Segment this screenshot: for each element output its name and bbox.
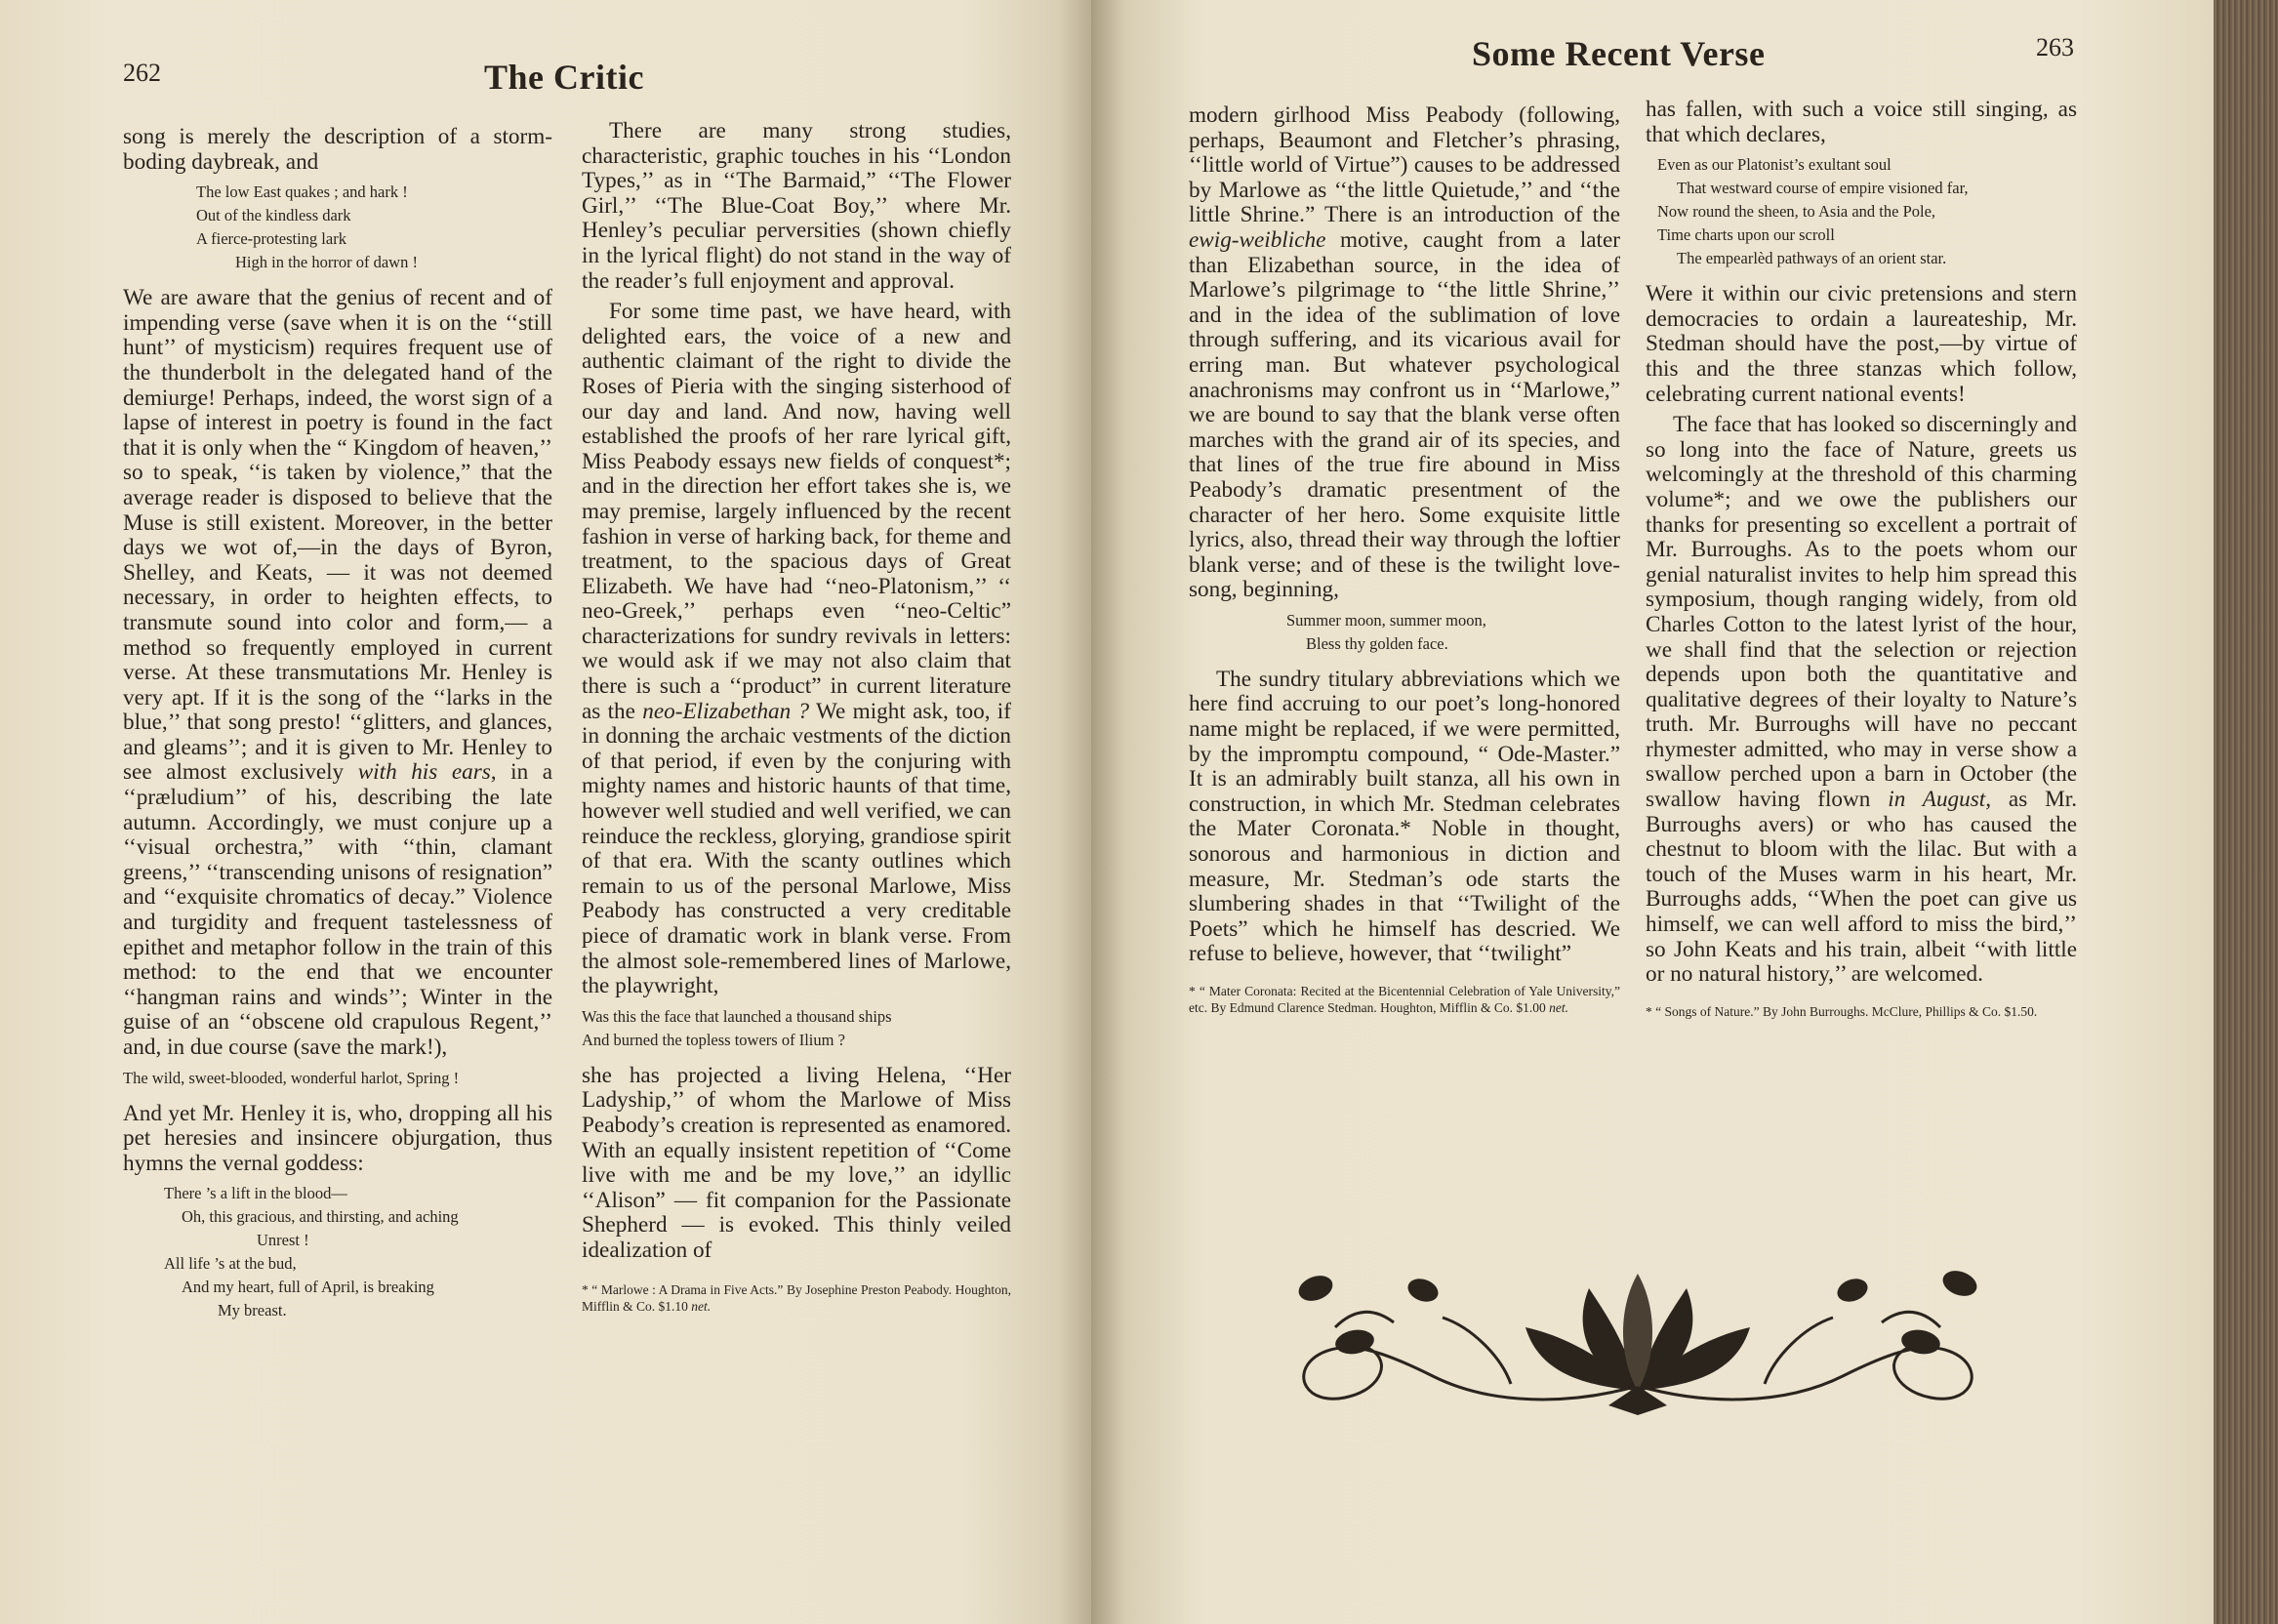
text-run: We might ask, too, if in donning the archaic vestments of the diction of that period, if even by the conjuring with mighty names and historic haunts of that time, however well studied and well verified, we can reinduce the reckless, glorying, grandiose spirit of that era. With the scanty outlines which remain to us of the personal Marlowe, Miss Peabody has constructed a very creditable piece of dramatic work in blank verse. From the almost sole-remembered lines of Marlowe, the playwright, [582, 698, 1011, 999]
paragraph: she has projected a living Helena, ‘‘Her Ladyship,’’ of whom the Marlowe of Miss Peabody’s creation is represented as enamored. With an equally insistent repetition of ‘‘Come live with me and be my love,’’ an idyllic ‘‘Alison” — fit companion for the Passionate Shepherd — is evoked. This thinly veiled idealization of [582, 1062, 1011, 1263]
italic-text: ewig-weibliche [1189, 226, 1326, 253]
footnote [582, 1281, 1011, 1315]
verse-line: And burned the topless towers of Ilium ? [582, 1030, 845, 1049]
verse-block [1286, 609, 1620, 656]
footnote-text: * “ Mater Coronata: Recited at the Bicentennial Celebration of Yale University,” etc. By Edmund Clarence Stedman. Houghton, Mifflin & Co. $1.00 [1189, 984, 1620, 1015]
footnote [1189, 983, 1620, 1016]
running-head-left: The Critic [484, 58, 644, 97]
italic-text: net. [1549, 1000, 1568, 1015]
paragraph: And yet Mr. Henley it is, who, dropping all his pet heresies and insincere objurgation, thus hymns the vernal goddess: [123, 1100, 552, 1176]
verse-line: A fierce-protesting lark [196, 229, 346, 249]
italic-text: with his ears, [357, 759, 497, 786]
running-head-right: Some Recent Verse [1472, 34, 1766, 73]
text-run: The face that has looked so discerningly and so long into the face of Nature, greets us welcomingly at the threshold of this charming volume*; and we owe the publishers our thanks for presenting so excellent a portrait of Mr. Burroughs. As to the poets whom our genial naturalist invites to help him spread this symposium, though ranging widely, from old Charles Cotton to the latest lyrist of the hour, we shall find that the selection or rejection depends upon both the quantitative and qualitative degrees of their loyalty to Nature’s truth. Mr. Burroughs will have no peccant rhymester admitted, who may in verse show a swallow perched upon a barn in October (the swallow having flown [1646, 412, 2077, 813]
paragraph: The sundry titulary abbreviations which we here find accruing to our poet’s long-honored name might be replaced, if we were permitted, by the impromptu compound, “ Ode-Master.” It is an admirably built stanza, all his own in construction, in which Mr. Stedman celebrates the Mater Coronata.* Noble in thought, sonorous and harmonious in diction and measure, Mr. Stedman’s ode starts the slumbering shades in that ‘‘Twilight of the Poets” which he himself has descried. We refuse to believe, however, that ‘‘twilight” [1189, 666, 1620, 967]
verse-line: Bless thy golden face. [1306, 633, 1448, 653]
verse-line: Unrest ! [257, 1231, 309, 1250]
verse-line: All life ’s at the bud, [164, 1254, 297, 1274]
book-edge [2214, 0, 2278, 1624]
page-number-left: 262 [123, 59, 161, 87]
italic-text: neo-Elizabethan ? [642, 698, 810, 724]
paragraph [123, 286, 552, 1060]
paragraph: song is merely the description of a storm-boding daybreak, and [123, 124, 552, 175]
page-number-right: 263 [2036, 33, 2074, 61]
right-column-2 [1646, 98, 2077, 1020]
verse-block [196, 181, 552, 274]
verse-line: Was this the face that launched a thousand ships [582, 1006, 892, 1026]
verse-line: My breast. [218, 1301, 287, 1320]
verse-line: Time charts upon our scroll [1657, 225, 1835, 245]
text-run: motive, caught from a later than Elizabethan source, in the idea of Marlowe’s pilgrimage to ‘‘the little Shrine,’’ and in the idea of the sublimation of love through suffering, and its vicarious avail for erring man. But whatever psychological anachronisms may confront us in ‘‘Marlowe,” we are bound to say that the blank verse often marches with the grand air of its species, and that lines of the true fire abound in Miss Peabody’s dramatic presentment of the character of her hero. Some exquisite little lyrics, also, thread their way through the loftier blank verse; and of these is the twilight love-song, beginning, [1189, 226, 1621, 603]
verse-line: Now round the sheen, to Asia and the Pole, [1657, 202, 1936, 222]
paragraph [1646, 413, 2077, 988]
text-run: We are aware that the genius of recent and of impending verse (save when it is on the ‘‘still hunt’’ of mysticism) requires frequent use of the thunderbolt in the delegated hand of the demiurge! Perhaps, indeed, the worst sign of a lapse of interest in poetry is found in the fact that it is only when the “ Kingdom of heaven,’’ so to speak, ‘‘is taken by violence,” that the average reader is disposed to believe that the Muse is still existent. Moreover, in the better days we wot of,—in the days of Byron, Shelley, and Keats, — it was not deemed necessary, in order to heighten effects, to transmute sound into color and form,— a method so frequently employed in current verse. At these transmutations Mr. Henley is very apt. If it is the song of the ‘‘larks in the blue,’’ that song presto! ‘‘glitters, and glances, and gleams’’; and it is given to Mr. Henley to see almost exclusively [123, 285, 552, 786]
floral-ornament-icon [1277, 1269, 1999, 1415]
left-column-1 [123, 125, 552, 1334]
footnote: * “ Songs of Nature.” By John Burroughs. McClure, Phillips & Co. $1.50. [1646, 1003, 2038, 1019]
left-column-2 [582, 119, 1011, 1315]
verse-line: Even as our Platonist’s exultant soul [1657, 155, 1892, 175]
verse-block [582, 1005, 1011, 1052]
paragraph [582, 300, 1011, 999]
right-page [1091, 0, 2214, 1624]
footnote-text: * “ Marlowe : A Drama in Five Acts.” By Josephine Preston Peabody. Houghton, Mifflin & Co. $1.10 [582, 1281, 1011, 1314]
verse-block [123, 1067, 552, 1090]
verse-block [164, 1182, 552, 1322]
verse-line: High in the horror of dawn ! [235, 253, 418, 272]
verse-line: Out of the kindless dark [196, 206, 351, 225]
italic-text: in August, [1888, 787, 1991, 813]
verse-line: Oh, this gracious, and thirsting, and aching [182, 1207, 459, 1227]
paragraph: Were it within our civic pretensions and stern democracies to ordain a laureateship, Mr. Stedman should have the post,—by virtue of this and the three stanzas which follow, celebrating current national events! [1646, 281, 2077, 407]
text-run: as Mr. Burroughs avers) or who has caused the chestnut to bloom with the lilac. But with a touch of the Muses warm in his heart, Mr. Burroughs adds, ‘‘When the poet can give us himself, we can well afford to miss the bird,’’ so John Keats and his train, albeit ‘‘with little or no natural history,’’ are welcomed. [1646, 787, 2078, 988]
italic-text: net. [691, 1298, 712, 1314]
paragraph: has fallen, with such a voice still singing, as that which declares, [1646, 97, 2077, 147]
verse-line: Summer moon, summer moon, [1286, 610, 1486, 629]
verse-line: The low East quakes ; and hark ! [196, 183, 408, 202]
left-page [0, 0, 1091, 1624]
text-run: modern girlhood Miss Peabody (following, perhaps, Beaumont and Fletcher’s phrasing, ‘‘little world of Virtue”) causes to be addressed by Marlowe as ‘‘the little Quietude,’’ and ‘‘the little Shrine.” There is an introduction of the [1189, 102, 1620, 228]
right-column-1 [1189, 103, 1620, 1016]
verse-block [1657, 153, 2077, 270]
verse-line: The wild, sweet-blooded, wonderful harlot, Spring ! [123, 1068, 460, 1087]
text-run: in a ‘‘præludium’’ of his, describing the late autumn. Accordingly, we must conjure up a ‘‘visual orchestra,” with ‘‘thin, clamant greens,’’ ‘‘transcending unisons of resignation” and ‘‘exquisite chromatics of decay.” Violence and turgidity and frequent tastelessness of epithet and metaphor follow in the train of this method: to the end that we encounter ‘‘hangman rains and winds’’; Winter in the guise of an ‘‘obscene old crapulous Regent,’’ and, in due course (save the mark!), [123, 759, 553, 1060]
paragraph: There are many strong studies, characteristic, graphic touches in his ‘‘London Types,’’ as in ‘‘The Barmaid,” ‘‘The Flower Girl,’’ ‘‘The Blue-Coat Boy,’’ where Mr. Henley’s peculiar perversities (shown chiefly in the lyrical flight) do not stand in the way of the reader’s full enjoyment and approval. [582, 118, 1011, 294]
verse-line: And my heart, full of April, is breaking [182, 1278, 434, 1297]
verse-line: There ’s a lift in the blood— [164, 1184, 347, 1203]
paragraph [1189, 103, 1620, 603]
text-run: For some time past, we have heard, with delighted ears, the voice of a new and authentic claimant of the right to divide the Roses of Pieria with the singing sisterhood of our day and land. And now, having well established the proofs of her rare lyrical gift, Miss Peabody essays new fields of conquest*; and in the direction her effort takes she is, we may premise, largely influenced by the recent fashion in verse of harking back, for theme and treatment, to the spacious days of Great Elizabeth. We have had ‘‘neo-Platonism,’’ ‘‘ neo-Greek,’’ perhaps even ‘‘neo-Celtic” characterizations for sundry revivals in letters: we would ask if we may not also claim that there is such a ‘‘product” in current literature as the [582, 299, 1011, 724]
verse-line: The empearlèd pathways of an orient star. [1677, 249, 1947, 268]
verse-line: That westward course of empire visioned far, [1677, 179, 1969, 198]
